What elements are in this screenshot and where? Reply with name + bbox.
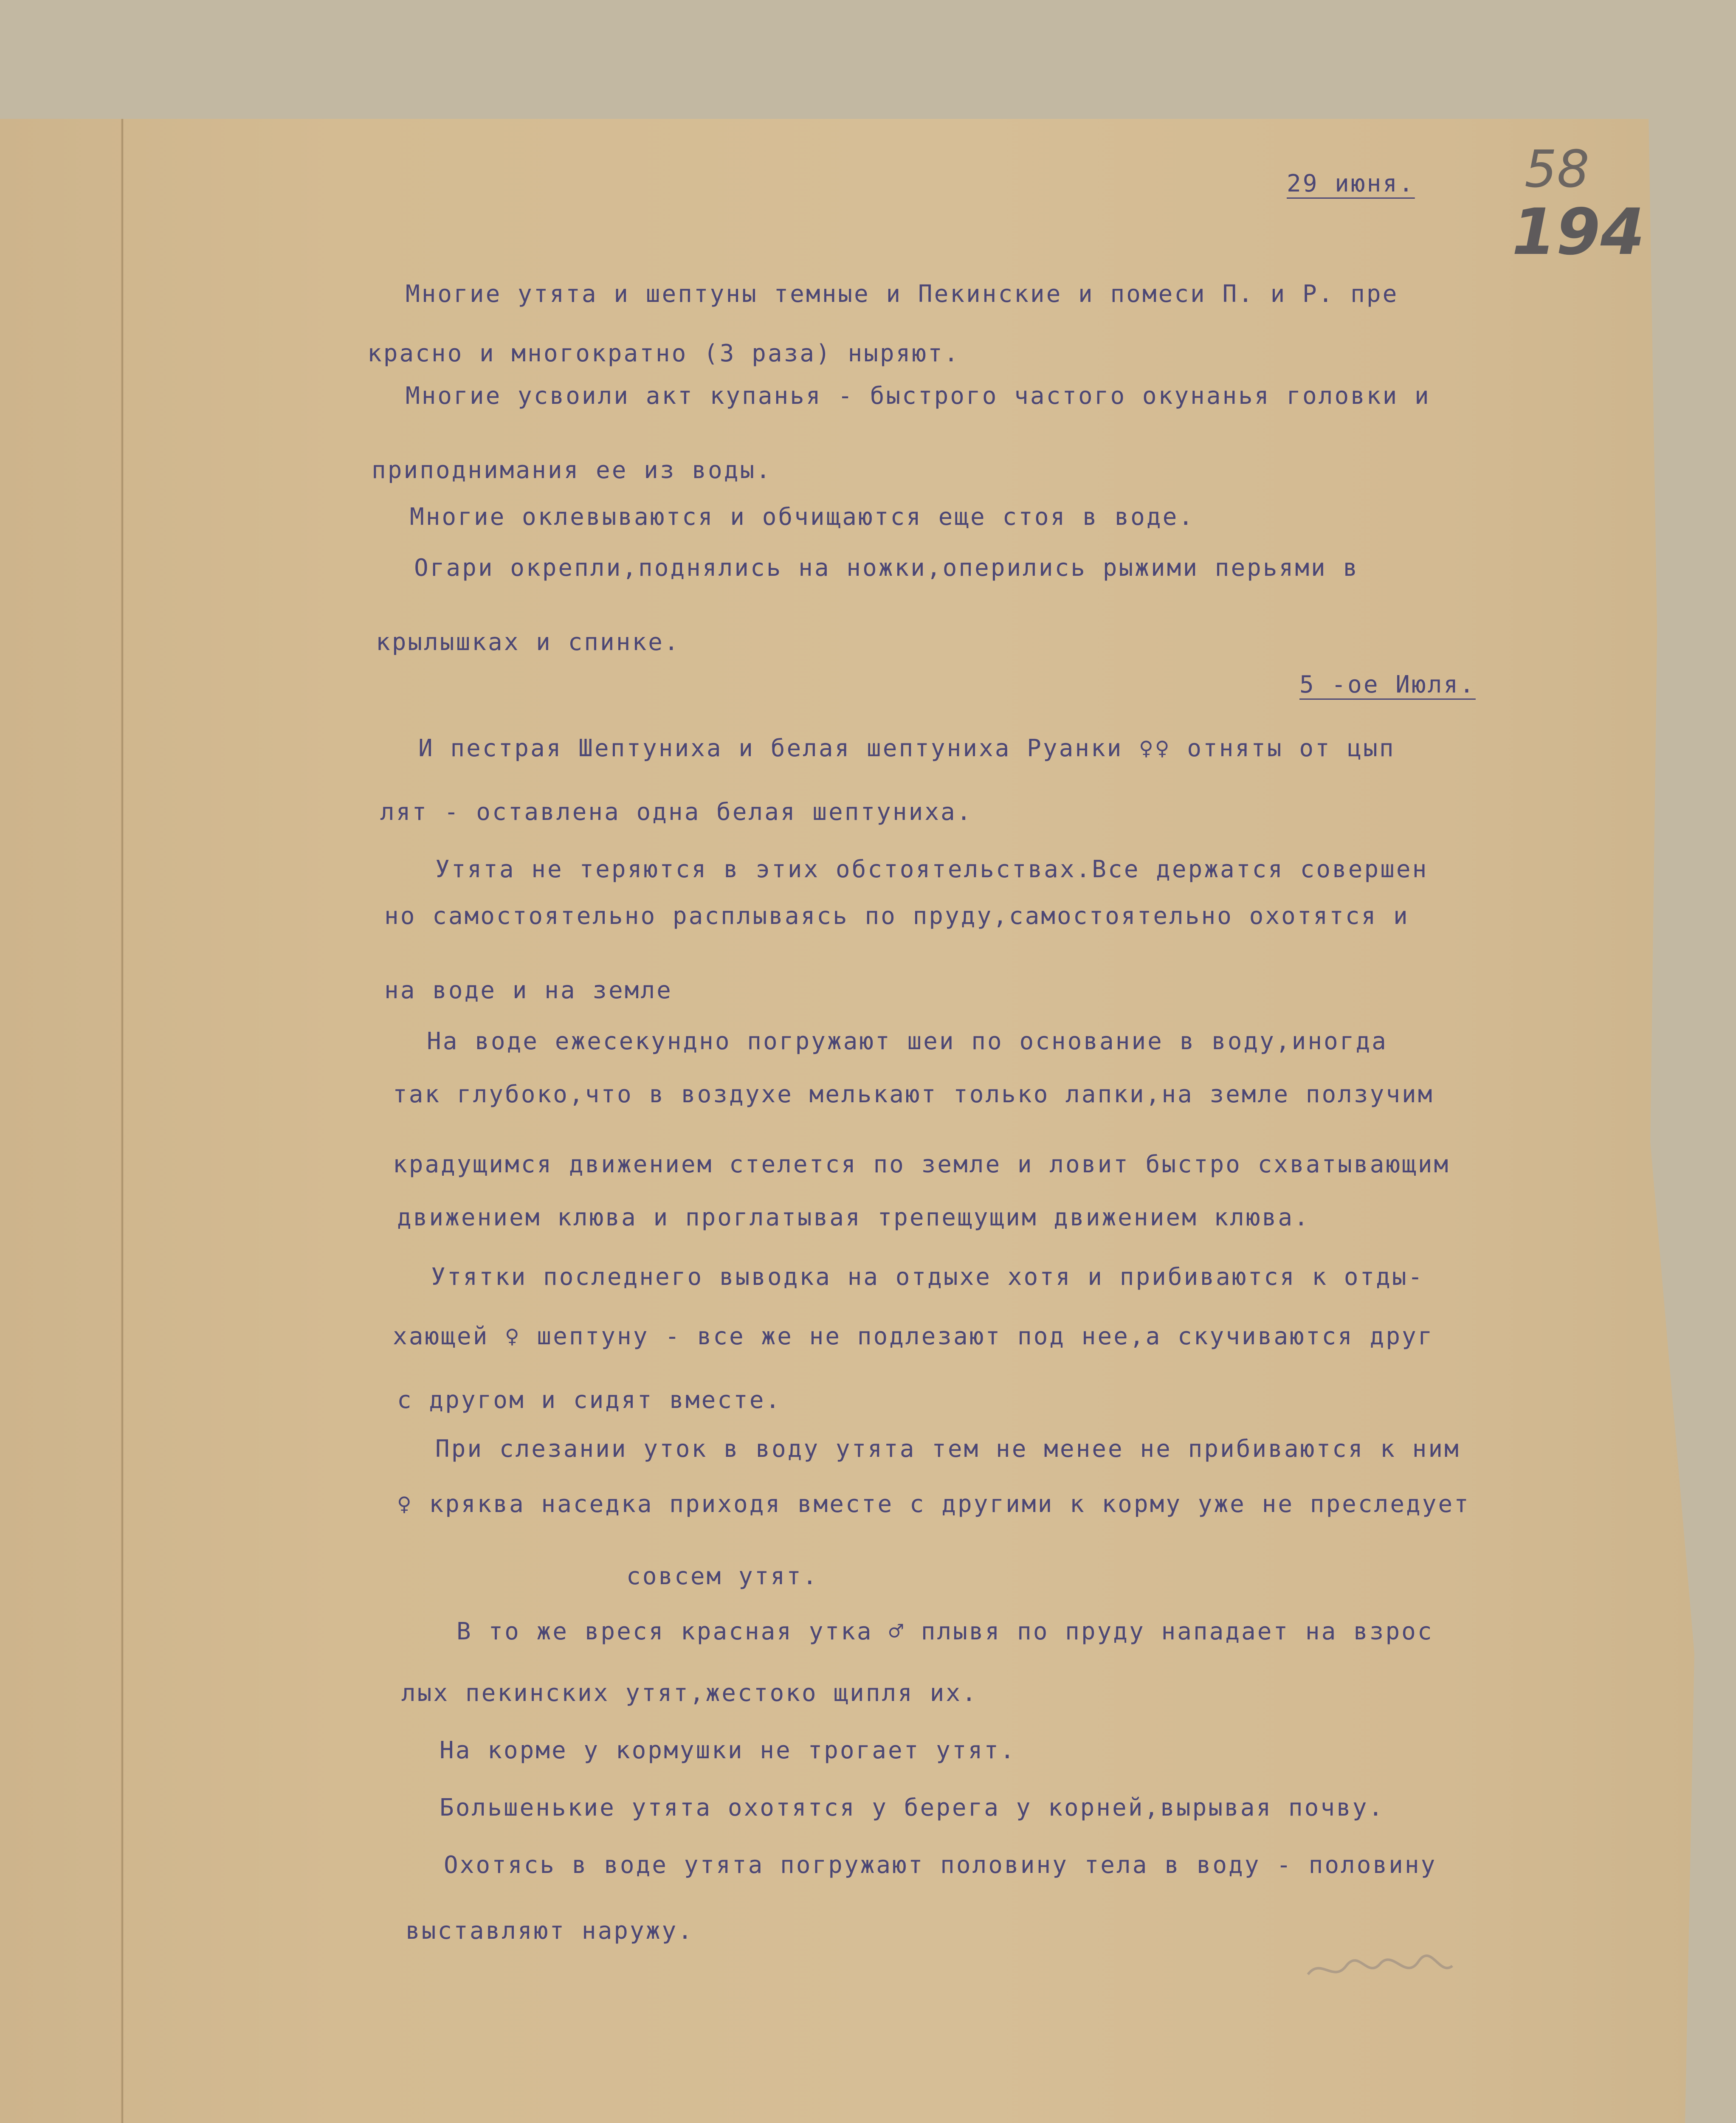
text-line: Утятки последнего выводка на отдыхе хотя и прибиваются к отды-: [431, 1263, 1424, 1291]
text-line: Охотясь в воде утята погружают половину тела в воду - половину: [444, 1851, 1437, 1879]
text-line: движением клюва и проглатывая трепещущим движением клюва.: [397, 1204, 1310, 1231]
text-line: Огари окрепли,поднялись на ножки,оперились рыжими перьями в: [414, 554, 1359, 582]
text-line: При слезании уток в воду утята тем не менее не прибиваются к ним: [435, 1435, 1460, 1463]
text-line: Большенькие утята охотятся у берега у корней,вырывая почву.: [440, 1794, 1385, 1822]
text-line: Многие усвоили акт купанья - быстрого частого окунанья головки и: [406, 382, 1431, 410]
text-line: совсем утят.: [626, 1563, 819, 1590]
text-line: но самостоятельно расплываясь по пруду,самостоятельно охотятся и: [384, 902, 1409, 930]
text-line: Утята не теряются в этих обстоятельствах.Все держатся совершен: [435, 856, 1429, 883]
text-line: с другом и сидят вместе.: [397, 1386, 782, 1414]
text-line: приподнимания ее из воды.: [372, 456, 772, 484]
text-line: Многие утята и шептуны темные и Пекинские и помеси П. и Р. пре: [406, 280, 1399, 308]
entry-date: 5 -ое Июля.: [1299, 671, 1476, 698]
text-line: На воде ежесекундно погружают шеи по основание в воду,иногда: [427, 1028, 1388, 1055]
text-line: крадущимся движением стелется по земле и ловит быстро схватывающим: [393, 1151, 1450, 1178]
text-line: И пестрая Шептуниха и белая шептуниха Руанки ♀♀ отняты от цып: [418, 735, 1395, 762]
text-line: крылышках и спинке.: [376, 628, 680, 656]
text-line: лых пекинских утят,жестоко щипля их.: [401, 1679, 978, 1707]
text-line: ♀ кряква наседка приходя вместе с другими к корму уже не преследует: [397, 1490, 1470, 1518]
text-line: на воде и на земле: [384, 977, 673, 1004]
paper-sheet: [0, 119, 1694, 2123]
text-line: хающей ♀ шептуну - все же не подлезают под нее,а скучиваются друг: [393, 1323, 1434, 1350]
entry-date: 29 июня.: [1287, 170, 1415, 197]
text-line: На корме у кормушки не трогает утят.: [440, 1737, 1016, 1764]
text-line: лят - оставлена одна белая шептуниха.: [380, 798, 973, 826]
paper-fold: [121, 119, 124, 2123]
text-line: так глубоко,что в воздухе мелькают только лапки,на земле ползучим: [393, 1081, 1434, 1108]
text-line: В то же вреся красная утка ♂ плывя по пруду нападает на взрос: [457, 1618, 1434, 1645]
text-line: Многие оклевываются и обчищаются еще стоя в воде.: [410, 503, 1195, 531]
text-line: красно и многократно (3 раза) ныряют.: [367, 340, 960, 367]
page-number: 194: [1512, 195, 1645, 269]
text-line: выставляют наружу.: [406, 1917, 694, 1945]
pencil-scribble: [1304, 1949, 1457, 1987]
archive-number: 58: [1525, 140, 1589, 199]
